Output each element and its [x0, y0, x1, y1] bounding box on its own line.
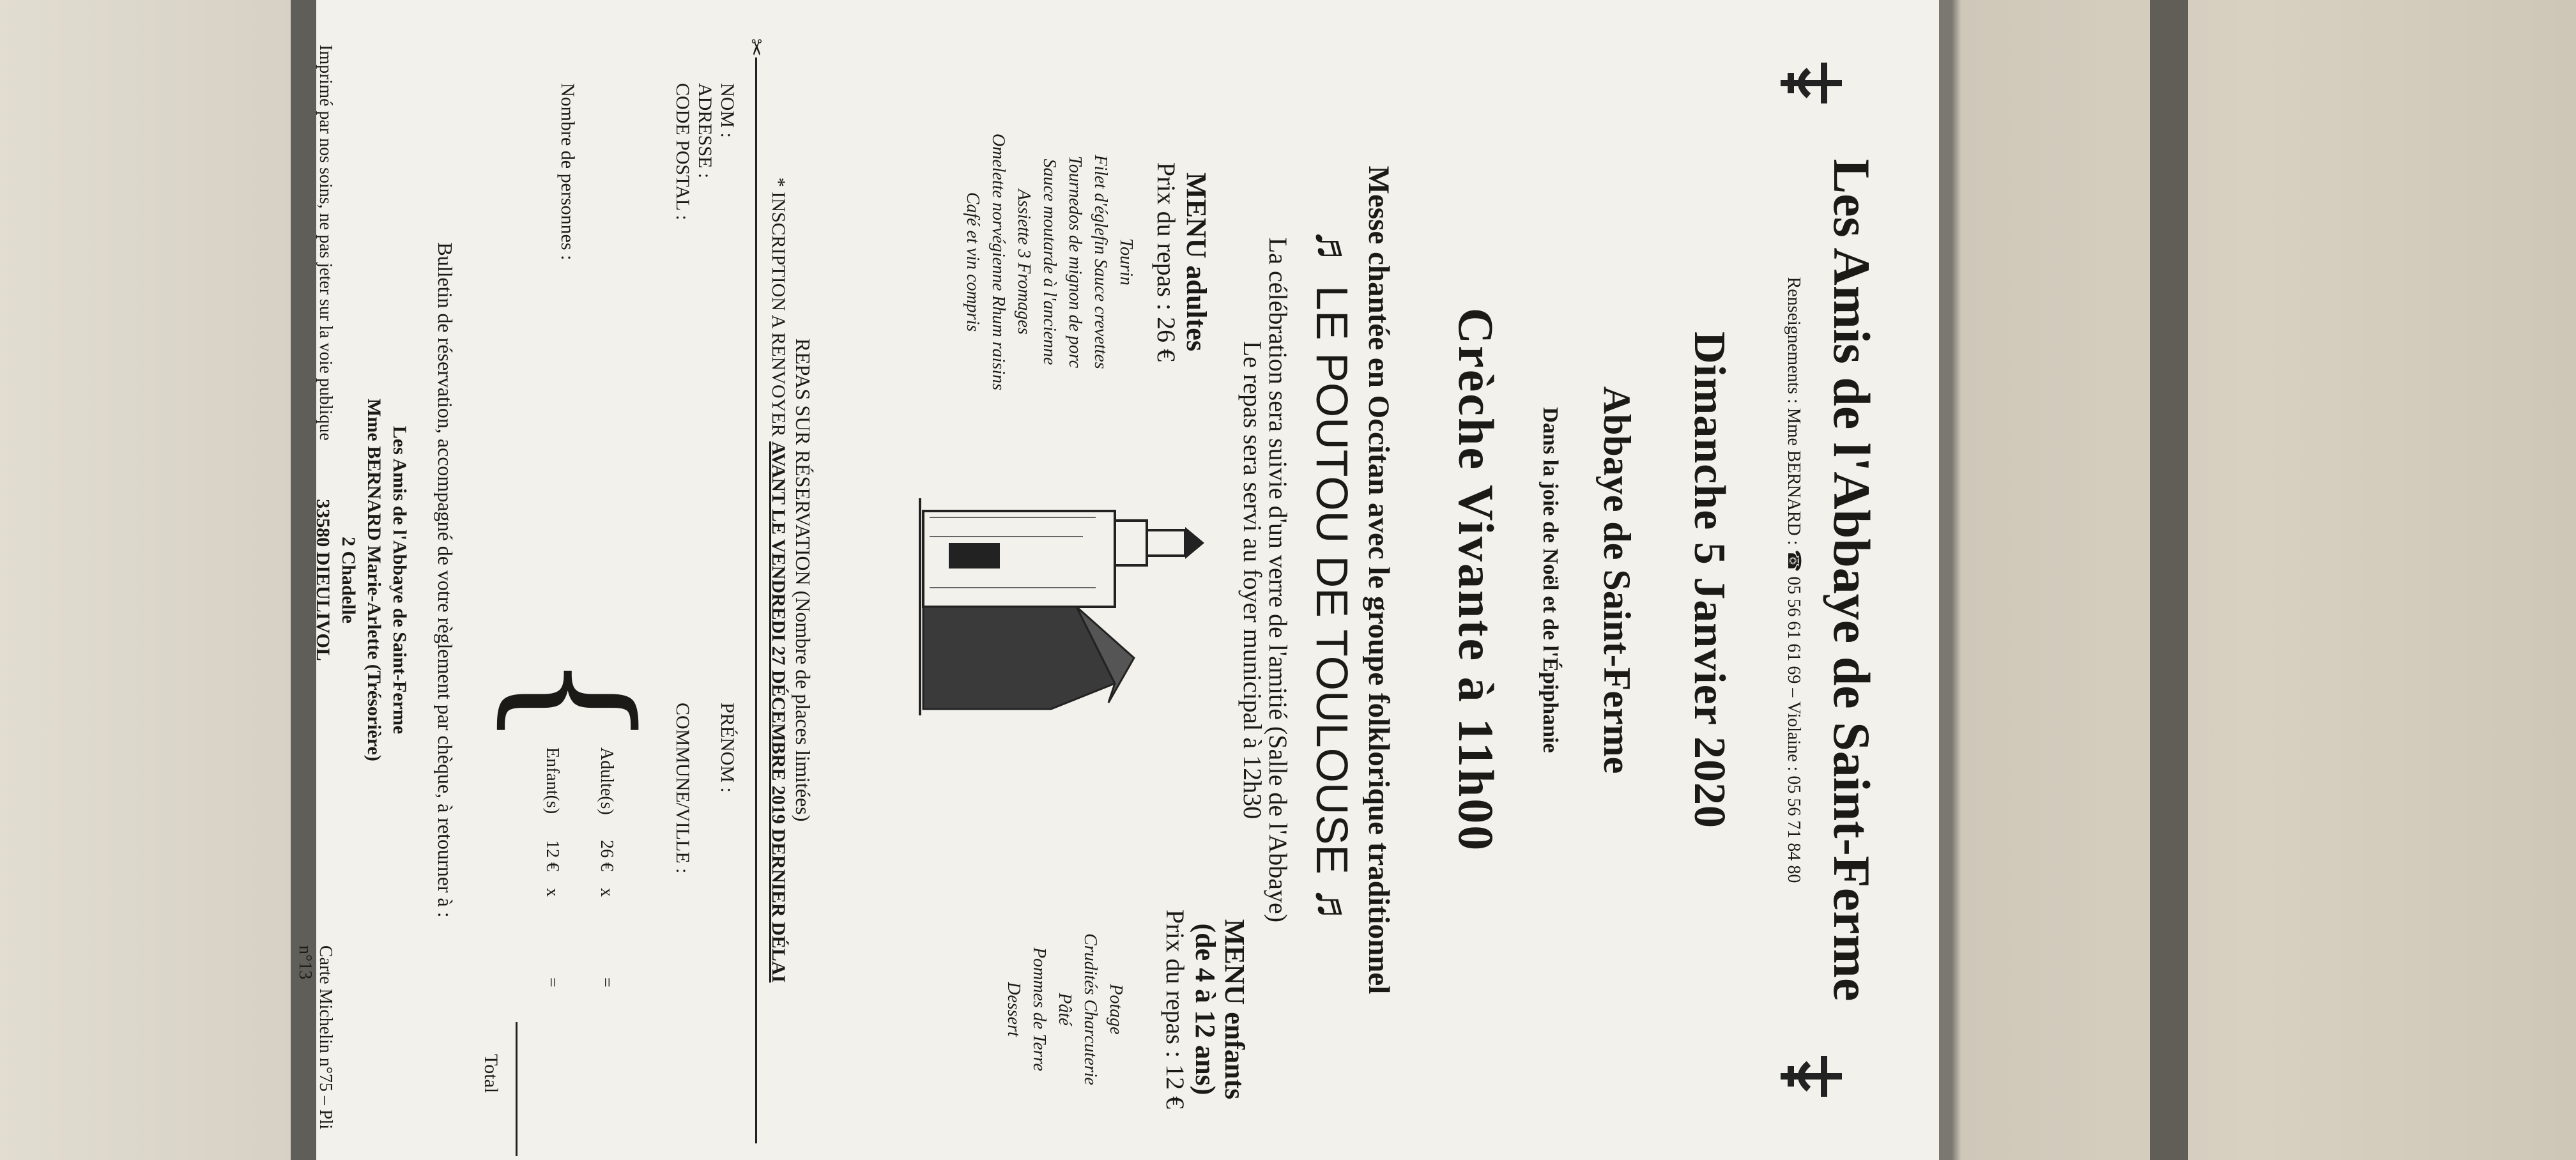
- menu-adults-item: Café et vin compris: [963, 192, 983, 332]
- menu-adults-item: Tournedos de mignon de porc: [1065, 155, 1085, 369]
- contact-info: Renseignements : Mme BERNARD : ☎ 05 56 61 61 69 – Violaine : 05 56 71 84 80: [1784, 277, 1804, 883]
- menu-adults-title: MENU adultes: [1181, 172, 1212, 351]
- form-children-times: x: [542, 888, 562, 897]
- flyer-content: [295, 0, 1939, 1160]
- address-line: 2 Chadelle: [338, 537, 359, 623]
- table-surface-right: [1936, 0, 2576, 1160]
- menu-kids-item: Crudités Charcuterie: [1080, 933, 1100, 1085]
- form-adults-label: Adulte(s): [597, 747, 617, 815]
- event-date: Dimanche 5 Janvier 2020: [1685, 331, 1734, 829]
- menu-adults-item: Sauce moutarde à l'ancienne: [1039, 158, 1059, 365]
- form-adults-times: x: [597, 888, 617, 897]
- menu-adults-item: Omelette norvégienne Rhum raisins: [988, 133, 1008, 391]
- menu-kids-age: (de 4 à 12 ans): [1190, 923, 1221, 1095]
- church-illustration: [910, 492, 1211, 722]
- menu-adults: [960, 83, 1211, 441]
- creche-title: Crèche Vivante à 11h00: [1448, 307, 1504, 853]
- address-line: Mme BERNARD Marie-Arlette (Trésorière): [364, 399, 385, 761]
- footer-print-note: Imprimé par nos soins, ne pas jeter sur la voie publique: [316, 45, 335, 441]
- event-location: Abbaye de Saint-Ferme: [1596, 386, 1638, 774]
- menu-kids: [1000, 875, 1249, 1143]
- form-nom-label: NOM :: [717, 83, 738, 138]
- menu-kids-item: Pommes de Terre: [1029, 947, 1049, 1071]
- menu-adults-price: Prix du repas : 26 €: [1152, 162, 1181, 362]
- form-adults-price: 26 €: [597, 840, 617, 871]
- folk-group-name: ♬ LE POUTOU DE TOULOUSE ♬: [1307, 228, 1357, 932]
- form-children-price: 12 €: [542, 840, 562, 871]
- form-adresse-label: ADRESSE :: [694, 83, 716, 179]
- table-surface-left: [0, 0, 294, 1160]
- form-children-equals: =: [542, 977, 562, 988]
- menu-adults-item: Tourin: [1116, 238, 1136, 286]
- bulletin-instructions: Bulletin de réservation, accompagné de votre règlement par chèque, à retourner à :: [434, 242, 457, 918]
- inscription-prefix: * INSCRIPTION A RENVOYER: [768, 177, 789, 442]
- menu-kids-item: Pâté: [1055, 993, 1075, 1026]
- inscription-deadline: [767, 0, 789, 1160]
- menu-kids-price: Prix du repas : 12 €: [1161, 909, 1190, 1110]
- address-line: 33580 DIEULIVOL: [312, 499, 334, 661]
- scissors-icon: ✂: [744, 38, 767, 57]
- form-children-label: Enfant(s): [542, 747, 562, 814]
- total-line: [516, 1022, 518, 1156]
- celebration-line-2: Le repas sera servi au foyer municipal à 12h30: [1238, 340, 1267, 820]
- form-code-postal-label: CODE POSTAL :: [672, 83, 693, 220]
- table-board-edge: [2150, 0, 2188, 1160]
- cut-line: [755, 57, 757, 1143]
- form-prenom-label: PRÉNOM :: [717, 703, 738, 793]
- footer-map-ref: Carte Michelin n°75 – Pli n°13: [295, 945, 335, 1130]
- association-title: Les Amis de l'Abbaye de Saint-Ferme: [1823, 158, 1881, 1002]
- reservation-notice: REPAS SUR RÉSERVATION (Nombre de places limitées): [792, 338, 815, 822]
- event-occasion: Dans la joie de Noël et de l'Épiphanie: [1538, 407, 1562, 753]
- messe-description: Messe chantée en Occitan avec le groupe folklorique traditionnel: [1362, 165, 1395, 995]
- menu-kids-item: Dessert: [1004, 982, 1023, 1037]
- menu-adults-item: Filet d'églefin Sauce crevettes: [1091, 155, 1110, 369]
- celebration-line-1: La célébration sera suivie d'un verre de l'amitié (Salle de l'Abbaye): [1264, 237, 1292, 923]
- menu-kids-title: MENU enfants: [1219, 919, 1250, 1100]
- menu-adults-item: Assiette 3 Fromages: [1014, 189, 1034, 335]
- form-nb-personnes-label: Nombre de personnes :: [557, 83, 578, 261]
- brace-icon: {: [486, 652, 664, 749]
- inscription-deadline-date: AVANT LE VENDREDI 27 DÉCEMBRE 2019 DERNIER DÉLAI: [768, 441, 789, 983]
- address-line: Les Amis de l'Abbaye de Saint-Ferme: [389, 425, 410, 735]
- form-total-label: Total: [480, 1054, 502, 1094]
- form-commune-label: COMMUNE/VILLE :: [672, 703, 693, 874]
- form-adults-equals: =: [597, 977, 617, 988]
- menu-kids-item: Potage: [1106, 984, 1126, 1035]
